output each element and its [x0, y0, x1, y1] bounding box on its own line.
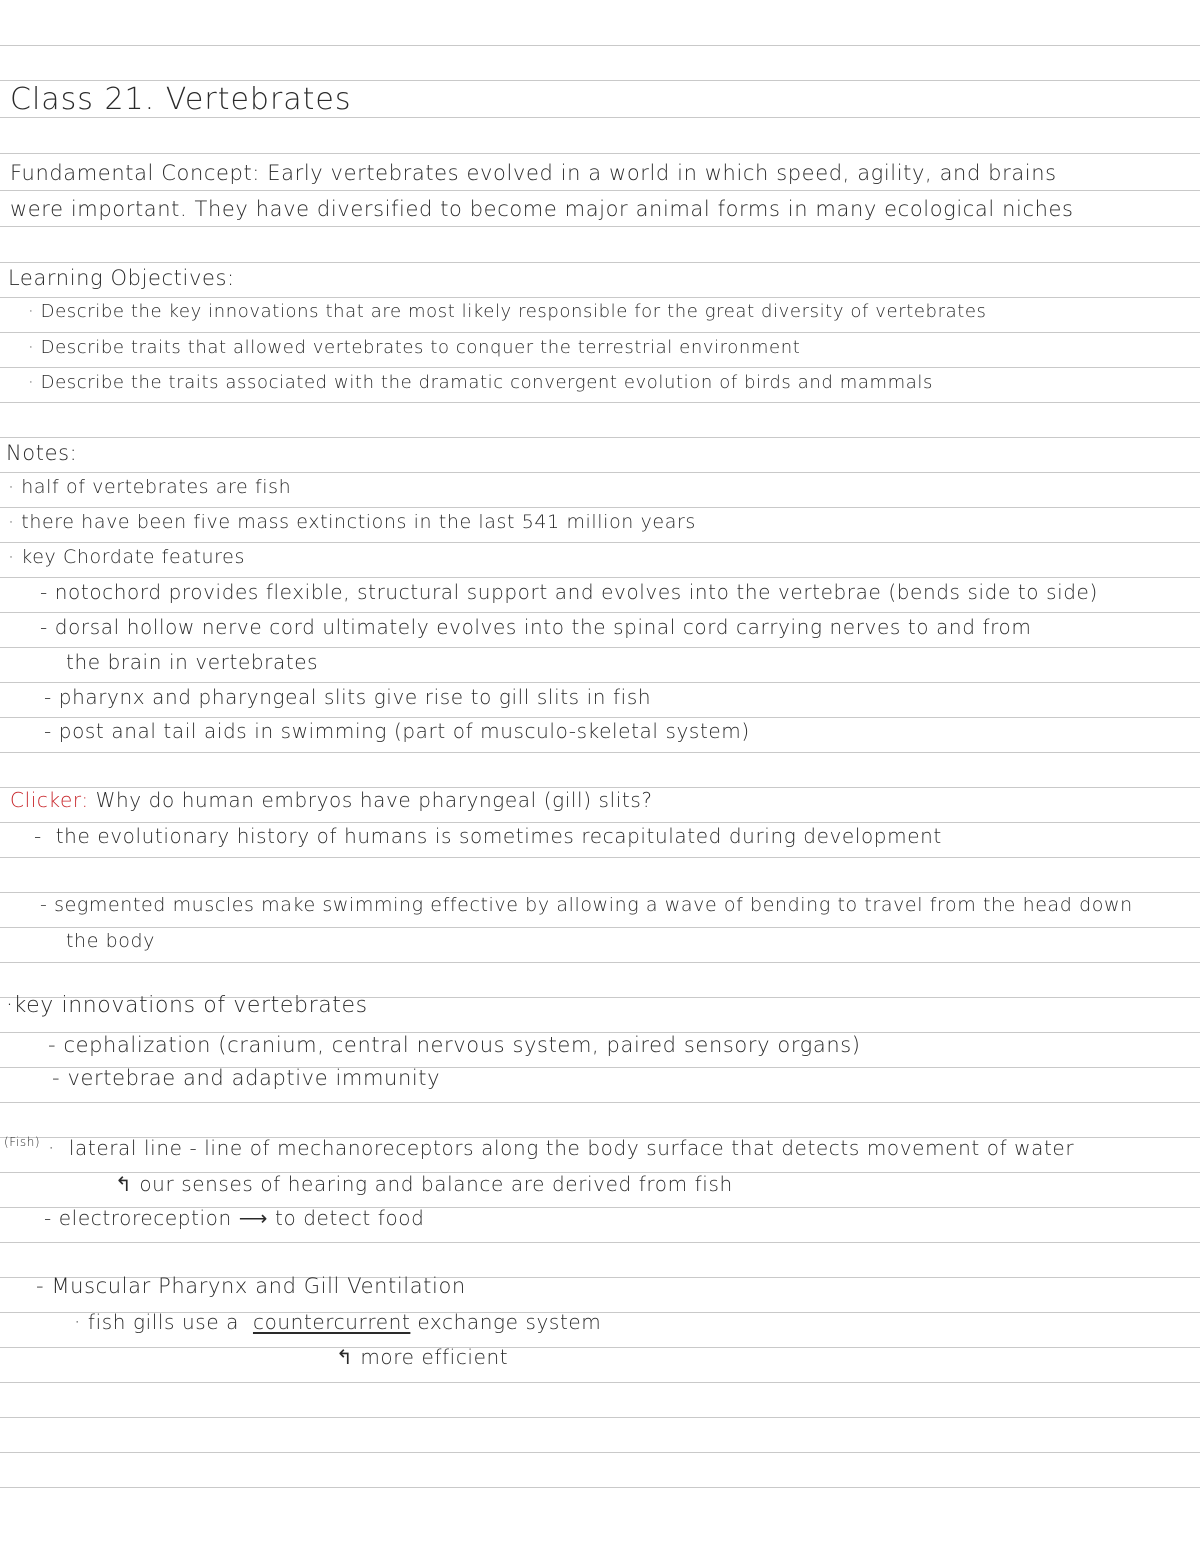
fundamental-concept-line-2: were important. They have diversified to become major animal forms in many ecological niches: [10, 197, 1074, 221]
objective-text: Describe the traits associated with the dramatic convergent evolution of birds and mammals: [40, 372, 933, 393]
bullet-dot: ·: [8, 511, 22, 533]
clicker-answer: [34, 826, 942, 846]
note-segmented-muscles-continued: the body: [66, 930, 156, 952]
clicker-label: Clicker:: [10, 788, 89, 812]
note-text: lateral line - line of mechanoreceptors along the body surface that detects movement of water: [68, 1136, 1075, 1160]
page-title: Class 21. Vertebrates: [10, 82, 352, 117]
note-text: exchange system: [417, 1310, 602, 1334]
note-text: segmented muscles make swimming effective by allowing a wave of bending to travel from the head down: [54, 894, 1133, 916]
objective-item-2: [28, 339, 800, 357]
note-text: the evolutionary history of humans is sometimes recapitulated during development: [55, 824, 942, 848]
note-text: electroreception: [58, 1206, 232, 1230]
bullet-dot: ·: [28, 372, 41, 393]
bullet-dot: ·: [8, 546, 22, 568]
bullet-dot: ·: [74, 1310, 88, 1334]
dash: -: [44, 719, 59, 743]
bullet-dot: ·: [48, 1136, 69, 1160]
dash: -: [40, 615, 55, 639]
note-text: key Chordate features: [21, 546, 245, 568]
note-nerve-cord-continued: the brain in vertebrates: [66, 650, 319, 674]
note-nerve-cord: [40, 617, 1031, 637]
dash: -: [40, 894, 55, 916]
dash: -: [40, 580, 55, 604]
innovations-heading: [6, 995, 368, 1017]
dash: -: [48, 1033, 64, 1057]
note-senses: [115, 1174, 733, 1194]
note-text: Muscular Pharynx and Gill Ventilation: [51, 1274, 466, 1298]
note-text: notochord provides flexible, structural support and evolves into the vertebrae (bends side to side): [54, 580, 1098, 604]
note-text: our senses of hearing and balance are derived from fish: [139, 1172, 733, 1196]
clicker-question: Why do human embryos have pharyngeal (gill) slits?: [95, 788, 653, 812]
note-segmented-muscles: [40, 896, 1133, 915]
dash: -: [44, 1206, 59, 1230]
note-chordate-heading: [8, 548, 245, 567]
note-text: post anal tail aids in swimming (part of musculo-skeletal system): [58, 719, 750, 743]
note-pharynx: [44, 687, 651, 707]
dash: -: [44, 685, 59, 709]
dash: -: [52, 1066, 68, 1090]
hook-arrow-icon: ↰: [115, 1172, 133, 1196]
bullet-dot: ·: [8, 476, 22, 498]
objectives-heading: Learning Objectives:: [8, 266, 235, 290]
hook-arrow-icon: ↰: [336, 1345, 354, 1369]
note-fish-gills: [74, 1312, 601, 1332]
bullet-dot: ·: [6, 993, 14, 1018]
objective-item-1: [28, 303, 987, 321]
objective-item-3: [28, 374, 933, 392]
innovation-cephalization: [48, 1035, 861, 1056]
objective-text: Describe traits that allowed vertebrates to conquer the terrestrial environment: [40, 337, 801, 358]
note-text: vertebrae and adaptive immunity: [67, 1066, 441, 1090]
note-text: pharynx and pharyngeal slits give rise to gill slits in fish: [58, 685, 652, 709]
note-text: to detect food: [275, 1206, 425, 1230]
clicker-question-line: [10, 790, 653, 810]
countercurrent-term: countercurrent: [252, 1310, 411, 1334]
note-notochord: [40, 582, 1098, 602]
note-text: key innovations of vertebrates: [13, 993, 368, 1018]
dash: -: [36, 1274, 52, 1298]
note-tail: [44, 721, 750, 741]
note-text: cephalization (cranium, central nervous system, paired sensory organs): [63, 1033, 861, 1057]
bullet-dot: ·: [28, 301, 41, 322]
dash: -: [34, 824, 56, 848]
note-text: there have been five mass extinctions in the last 541 million years: [21, 511, 696, 533]
note-half-fish: [8, 478, 291, 497]
note-text: fish gills use a: [87, 1310, 240, 1334]
notes-heading: Notes:: [6, 441, 78, 465]
note-more-efficient: [336, 1347, 508, 1367]
bullet-dot: ·: [28, 337, 41, 358]
note-text: half of vertebrates are fish: [21, 476, 292, 498]
note-lateral-line: [48, 1138, 1074, 1158]
note-extinctions: [8, 513, 696, 532]
note-text: more efficient: [360, 1345, 509, 1369]
innovation-vertebrae: [52, 1068, 440, 1089]
fundamental-concept-line-1: Fundamental Concept: Early vertebrates evolved in a world in which speed, agility, and brains: [10, 161, 1057, 185]
fish-tag: (Fish): [4, 1135, 41, 1149]
note-text: dorsal hollow nerve cord ultimately evolves into the spinal cord carrying nerves to and from: [54, 615, 1032, 639]
muscular-pharynx-heading: [36, 1276, 466, 1297]
note-electroreception: [44, 1208, 424, 1228]
objective-text: Describe the key innovations that are most likely responsible for the great diversity of vertebrates: [40, 301, 987, 322]
right-arrow-icon: ⟶: [238, 1206, 269, 1230]
